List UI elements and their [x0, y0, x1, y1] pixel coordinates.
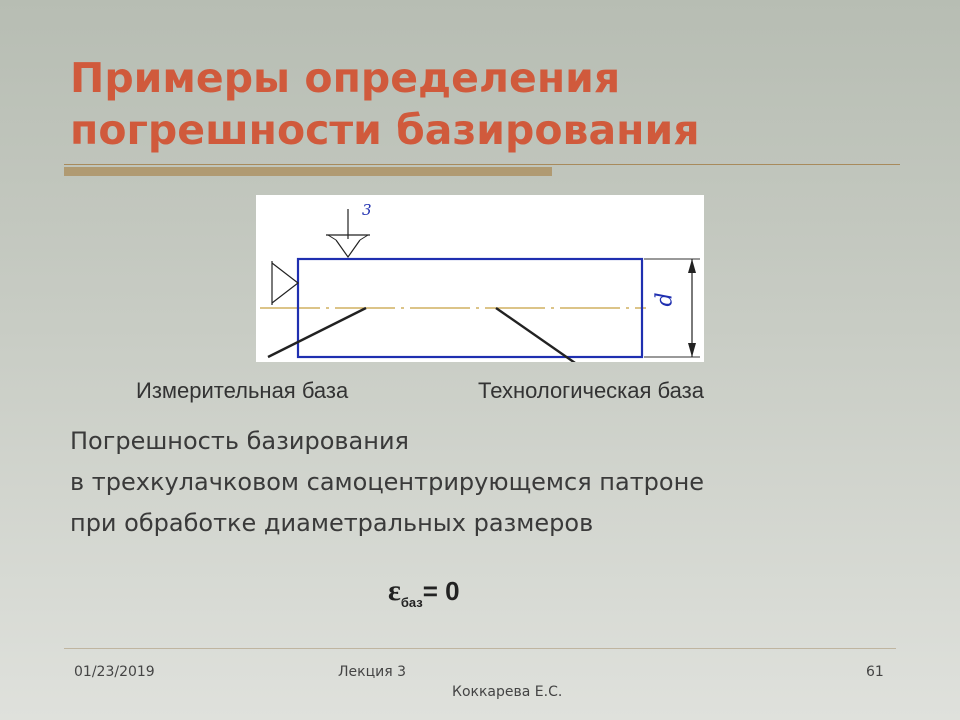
slide-title	[70, 52, 890, 156]
footer-divider	[64, 648, 896, 649]
dimension-label: d	[652, 292, 678, 307]
body-text	[70, 421, 704, 544]
footer-page-number: 61	[866, 664, 884, 680]
technological-base-label: Технологическая база	[478, 378, 704, 403]
leader-measuring-base	[268, 308, 366, 357]
title-divider-accent	[64, 167, 552, 176]
formula-subscript: баз	[400, 595, 423, 610]
footer-lecture: Лекция 3	[338, 664, 407, 680]
body-line1: Погрешность базирования	[70, 427, 409, 455]
body-line2: в трехкулачковом самоцентрирующемся патроне	[70, 468, 705, 496]
body-line3: при обработке диаметральных размеров	[70, 509, 594, 537]
technical-drawing	[256, 195, 704, 362]
formula	[388, 574, 460, 610]
datum-symbol	[336, 240, 360, 257]
slide-title-line2: погрешности базирования	[70, 106, 700, 154]
formula-rhs: = 0	[422, 576, 460, 606]
title-divider-thin	[64, 164, 900, 165]
footer-author: Коккарева Е.С.	[452, 684, 563, 700]
measuring-base-label: Измерительная база	[136, 378, 349, 403]
footer-date: 01/23/2019	[74, 664, 155, 680]
leader-technological-base	[496, 308, 578, 362]
chuck-support-symbol	[272, 263, 298, 303]
formula-symbol: ε	[388, 574, 401, 607]
slide-title-line1: Примеры определения	[70, 54, 621, 102]
surface-mark-label: 3	[362, 201, 372, 219]
